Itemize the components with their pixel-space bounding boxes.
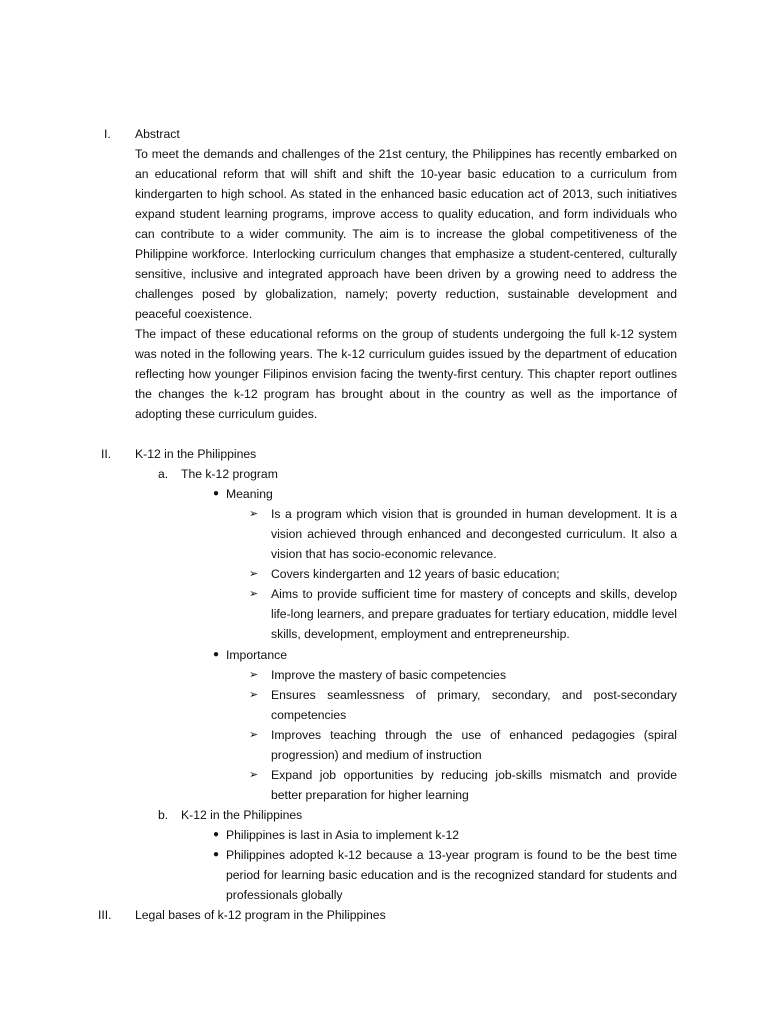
bullet-label: Importance: [226, 648, 287, 662]
section-number: II.: [101, 447, 112, 461]
round-bullet-icon: ●: [213, 649, 220, 660]
arrowhead-bullet-icon: ➢: [249, 689, 259, 701]
round-bullet-icon: ●: [213, 829, 220, 840]
abstract-paragraph-2: The impact of these educational reforms on the group of students undergoing the full k-12 system was noted in the following years. The k-12 curriculum guides issued by the department of education reflecting how younger Filipinos envision facing the twenty-first century. This chapter report outlines the changes the k-12 program has brought about in the country as well as the importance of adopting these curriculum guides.: [135, 327, 677, 421]
section-number: I.: [104, 127, 111, 141]
abstract-paragraph-1: To meet the demands and challenges of the 21st century, the Philippines has recently embarked on an educational reform that will shift and shift the 10-year basic education to a curriculum from kindergarten to high school. As stated in the enhanced basic education act of 2013, such initiatives expand student learning programs, improve access to quality education, and form individuals who can contribute to a wider community. The aim is to increase the global competitiveness of the Philippine workforce. Interlocking curriculum changes that emphasize a student-centered, culturally sensitive, inclusive and integrated approach have been driven by a growing need to address the challenges posed by globalization, namely; poverty reduction, sustainable development and peaceful coexistence.: [135, 147, 677, 321]
arrowhead-bullet-icon: ➢: [249, 508, 259, 520]
list-item: Ensures seamlessness of primary, secondary, and post-secondary competencies: [271, 688, 677, 722]
list-item: Improve the mastery of basic competencies: [271, 668, 507, 682]
round-bullet-icon: ●: [213, 849, 220, 860]
bullet-label: Meaning: [226, 487, 273, 501]
arrowhead-bullet-icon: ➢: [249, 769, 259, 781]
list-item: Philippines is last in Asia to implement k-12: [226, 828, 460, 842]
list-item: Is a program which vision that is grounded in human development. It is a vision achieved through enhanced and decongested curriculum. It also a vision that has socio-economic relevance.: [271, 507, 677, 561]
arrowhead-bullet-icon: ➢: [249, 669, 259, 681]
list-item: Improves teaching through the use of enhanced pedagogies (spiral progression) and medium of instruction: [271, 728, 677, 762]
section-title: Abstract: [135, 127, 180, 141]
arrowhead-bullet-icon: ➢: [249, 729, 259, 741]
list-item: Covers kindergarten and 12 years of basic education;: [271, 567, 560, 581]
list-item: Expand job opportunities by reducing job-skills mismatch and provide better preparation for higher learning: [271, 768, 677, 802]
list-item: Aims to provide sufficient time for mastery of concepts and skills, develop life-long learners, and prepare graduates for tertiary education, middle level skills, development, employment and entrepreneurship.: [271, 587, 677, 641]
section-title: Legal bases of k-12 program in the Philippines: [135, 908, 386, 922]
arrowhead-bullet-icon: ➢: [249, 588, 259, 600]
arrowhead-bullet-icon: ➢: [249, 568, 259, 580]
subsection-letter: b.: [158, 808, 169, 822]
abstract-body: [135, 144, 677, 424]
subsection-title: The k-12 program: [181, 467, 278, 481]
subsection-title: K-12 in the Philippines: [181, 808, 303, 822]
subsection-letter: a.: [158, 467, 169, 481]
list-item: Philippines adopted k-12 because a 13-year program is found to be the best time period for learning basic education and is the recognized standard for students and professionals globally: [226, 848, 677, 902]
section-number: III.: [98, 908, 112, 922]
section-title: K-12 in the Philippines: [135, 447, 257, 461]
round-bullet-icon: ●: [213, 488, 220, 499]
